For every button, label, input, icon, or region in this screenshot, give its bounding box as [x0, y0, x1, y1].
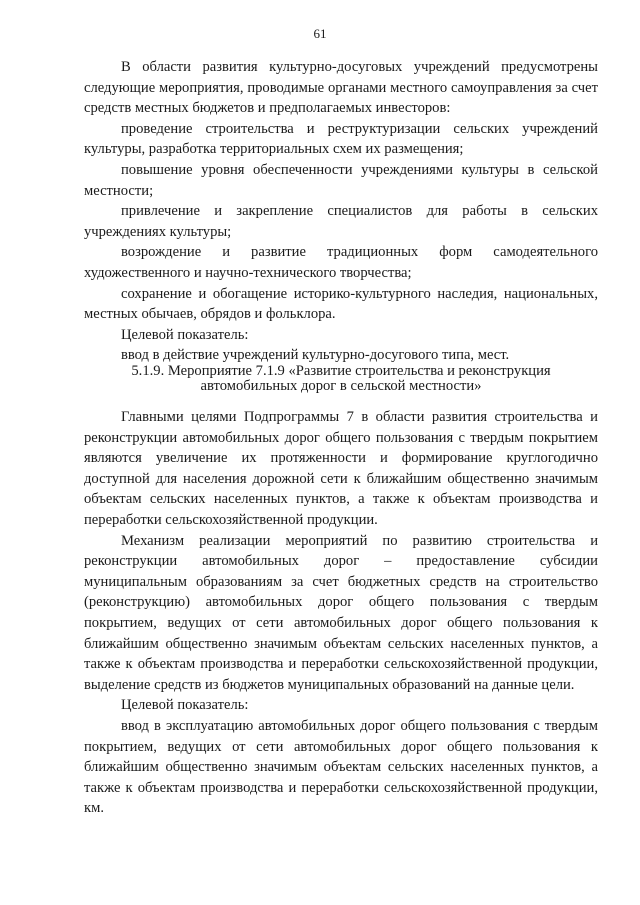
measure-item: проведение строительства и реструктуризации сельских учреждений культуры, разработка территориальных схем их размещения; — [84, 120, 598, 158]
measure-item: возрождение и развитие традиционных форм самодеятельного художественного и научно-технического творчества; — [84, 244, 598, 281]
target-indicator-value: ввод в действие учреждений культурно-досугового типа, мест. — [121, 347, 510, 364]
roads-section — [84, 407, 598, 819]
section-heading-line: автомобильных дорог в сельской местности» — [200, 378, 482, 394]
target-indicator-label: Целевой показатель: — [121, 697, 249, 714]
measure-item: повышение уровня обеспеченности учреждениями культуры в сельской местности; — [84, 161, 598, 199]
mechanism-paragraph: Механизм реализации мероприятий по развитию строительства и реконструкции автомобильных дорог – предоставление субсидии муниципальным образованиям за счет бюджетных средств на строительство (реконструкцию) автомобильных дорог общего пользования с твердым покрытием, ведущих от сети автомобильных дорог общего пользования к ближайшим общественно значимым объектам сельских населенных пунктов, а также к объектам производства и переработки сельскохозяйственной продукции, выделение средств из бюджетов муниципальных образований на данные цели. — [84, 532, 598, 693]
intro-paragraph: В области развития культурно-досуговых учреждений предусмотрены следующие мероприятия, проводимые органами местного самоуправления за счет средств местных бюджетов и предполагаемых инвесторов: — [84, 59, 598, 117]
measure-item: привлечение и закрепление специалистов для работы в сельских учреждениях культуры; — [84, 203, 598, 240]
section-heading — [84, 364, 598, 394]
measure-item: сохранение и обогащение историко-культурного наследия, национальных, местных обычаев, обрядов и фольклора. — [84, 285, 598, 323]
page-number: 61 — [313, 26, 327, 41]
culture-measures-section — [84, 57, 598, 366]
target-indicator-value: ввод в эксплуатацию автомобильных дорог общего пользования с твердым покрытием, ведущих от сети автомобильных дорог общего пользования к ближайшим общественно значимым объектам сельских населенных пунктов, а также к объектам производства и переработки сельскохозяйственной продукции, км. — [84, 717, 598, 817]
goals-paragraph: Главными целями Подпрограммы 7 в области развития строительства и реконструкции автомобильных дорог общего пользования с твердым покрытием являются увеличение их протяженности и формирование круглогодично доступной для населения дорожной сети к ближайшим общественно значимым объектам сельских населенных пунктов, а также к объектам производства и переработки сельскохозяйственной продукции. — [84, 409, 598, 528]
section-heading-line: 5.1.9. Мероприятие 7.1.9 «Развитие строительства и реконструкция — [131, 363, 551, 379]
target-indicator-label: Целевой показатель: — [121, 326, 249, 343]
